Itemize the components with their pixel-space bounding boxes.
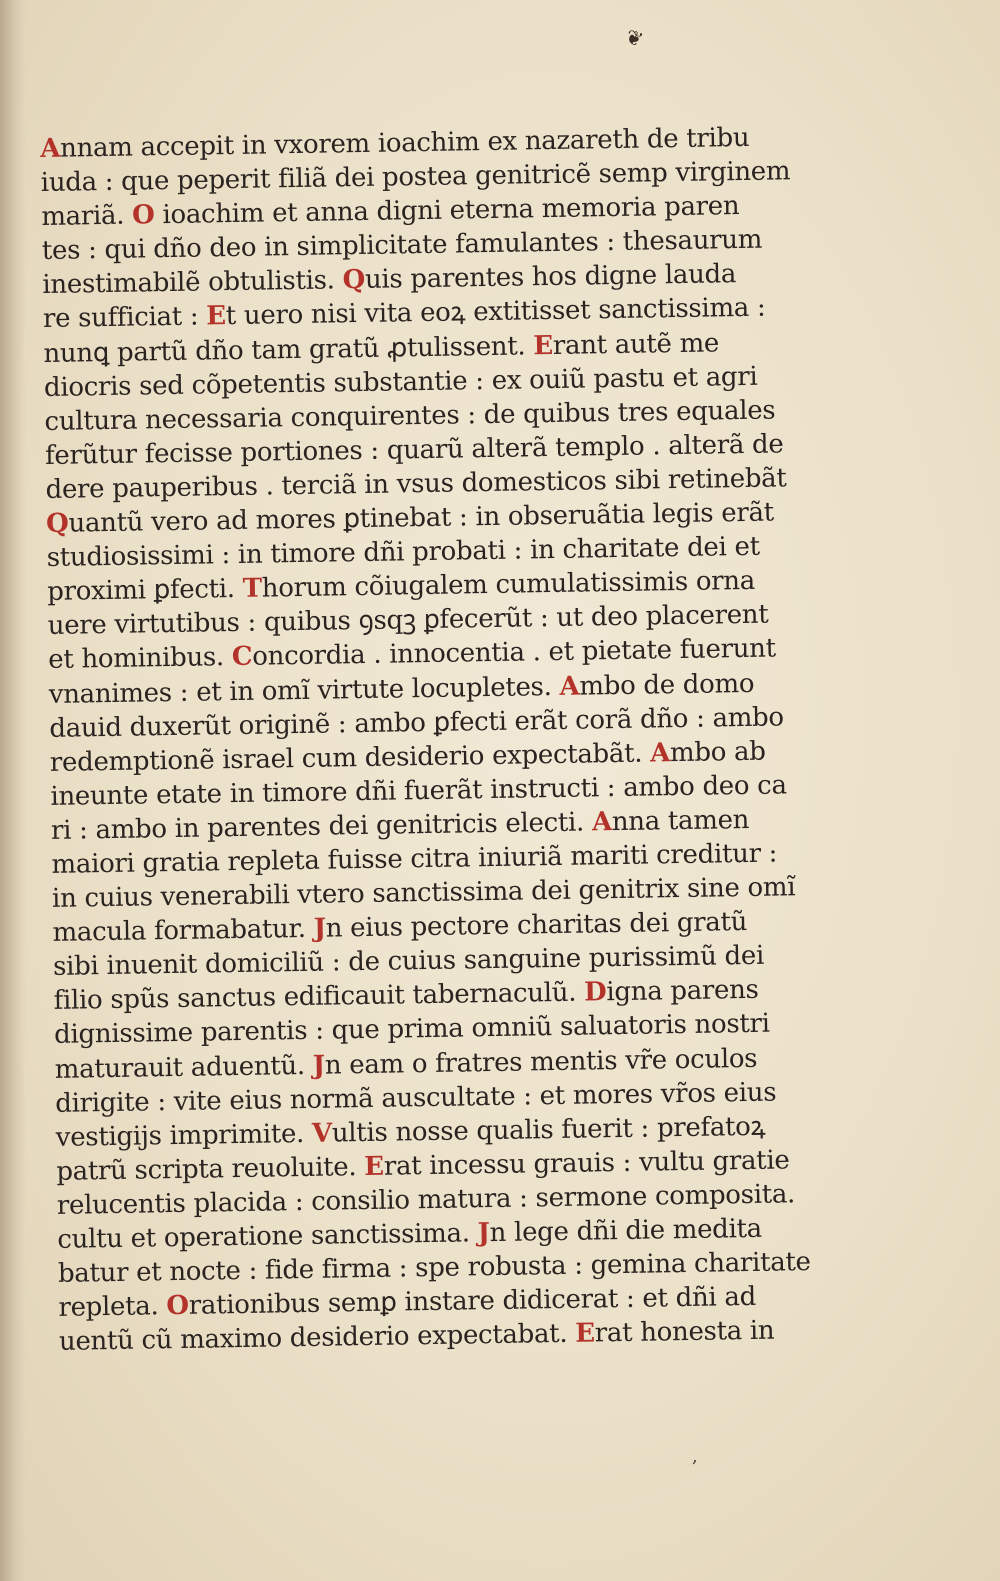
line-text: igna parens (606, 975, 759, 1008)
line-text: proximi ꝑfecti. (46, 574, 243, 608)
line-text: iuda : que peperit filiã dei postea genitricẽ semp virginem (40, 156, 791, 199)
line-text: cultura necessaria conquirentes : de quibus tres equales (44, 395, 776, 437)
bottom-mark: , (692, 1446, 698, 1467)
line-text: uentũ cũ maximo desiderio expectabat. (58, 1319, 576, 1358)
line-text: batur et nocte : fide firma : spe robusta : gemina charitate (57, 1247, 811, 1289)
top-ornament-icon: ❦ (622, 23, 647, 53)
line-text: dignissime parentis : que prima omniũ saluatoris nostri (53, 1009, 770, 1051)
text-block (40, 120, 849, 1360)
line-text: ultis nosse qualis fuerit : prefatoꝝ (331, 1111, 766, 1149)
rubricated-initial: J (477, 1218, 490, 1249)
line-text: dauid duxerũt originẽ : ambo ꝑfecti erãt corã dño : ambo (49, 701, 784, 744)
page-gutter (0, 0, 26, 1581)
line-text: dere pauperibus . terciã in vsus domesticos sibi retinebãt (45, 463, 787, 505)
rubricated-initial: E (533, 330, 554, 361)
rubricated-initial: J (312, 1050, 326, 1081)
line-text: dirigite : vite eius normã auscultate : et mores vr̃os eius (55, 1077, 777, 1119)
line-text: rat incessu grauis : vultu gratie (383, 1145, 790, 1182)
line-text: rant autẽ me (552, 327, 720, 361)
line-text: tes : qui dño deo in simplicitate famulantes : thesaurum (41, 224, 763, 267)
line-text: maiori gratia repleta fuisse citra iniuriã mariti creditur : (51, 838, 778, 880)
line-text: redemptionẽ israel cum desiderio expectabãt. (49, 738, 651, 778)
line-text: vestigijs imprimite. (55, 1118, 313, 1153)
line-text: studiosissimi : in timore dñi probati : in charitate dei et (46, 531, 760, 574)
line-text: mbo ab (669, 736, 766, 768)
line-text: inestimabilẽ obtulistis. (42, 265, 343, 301)
rubricated-initial: O (166, 1290, 190, 1322)
line-text: nunꝗ partũ dño tam gratũ ꝓtulissent. (43, 330, 534, 369)
line-text: ferũtur fecisse portiones : quarũ alterã templo . alterã de (44, 429, 784, 471)
line-text: relucentis placida : consilio matura : sermone composita. (56, 1179, 796, 1221)
line-text: macula formabatur. (52, 913, 314, 949)
line-text: uere virtutibus : quibus ꝯsqꝫ ꝑfecerũt : ut deo placerent (47, 599, 769, 642)
line-text: re sufficiat : (42, 301, 207, 335)
line-text: oncordia . innocentia . et pietate fuerunt (252, 633, 776, 673)
rubricated-initial: E (206, 301, 227, 332)
line-text: n lege dñi die medita (489, 1213, 763, 1249)
line-text: mariã. (41, 200, 133, 233)
line-text: n eam o fratres mentis vr̃e oculos (324, 1043, 758, 1081)
line-text: sibi inuenit domiciliũ : de cuius sanguine purissimũ dei (52, 940, 765, 983)
line-text: uantũ vero ad mores ꝑtinebat : in obseruãtia legis erãt (68, 497, 775, 539)
line-text: in cuius venerabili vtero sanctissima dei genitrix sine omĩ (51, 872, 796, 914)
line-text: nnam accepit in vxorem ioachim ex nazareth de tribu (59, 122, 750, 164)
line-text: n eius pectore charitas dei gratũ (325, 907, 748, 944)
line-text: cultu et operatione sanctissima. (57, 1218, 478, 1255)
rubricated-initial: E (364, 1151, 385, 1182)
rubricated-initial: J (313, 913, 326, 944)
line-text: ineunte etate in timore dñi fuerãt instructi : ambo deo ca (50, 770, 787, 812)
rubricated-initial: C (231, 642, 253, 673)
rubricated-initial: A (591, 806, 613, 838)
rubricated-initial: Q (45, 508, 69, 539)
line-text: ioachim et anna digni eterna memoria paren (154, 191, 740, 231)
rubricated-initial: V (311, 1118, 333, 1149)
line-text: filio spũs sanctus edificauit tabernaculũ. (53, 977, 585, 1017)
rubricated-initial: A (40, 133, 61, 164)
line-text: maturauit aduentũ. (54, 1050, 314, 1085)
line-text: repleta. (58, 1291, 167, 1324)
line-text: patrũ scripta reuoluite. (56, 1151, 365, 1187)
rubricated-initial: O (131, 200, 155, 231)
line-text: rationibus semꝑ instare didicerat : et dñi ad (188, 1282, 757, 1321)
line-text: et hominibus. (48, 642, 233, 676)
line-text: ri : ambo in parentes dei genitricis electi. (50, 807, 593, 846)
rubricated-initial: D (583, 977, 607, 1008)
line-text: uis parentes hos digne lauda (364, 259, 737, 296)
rubricated-initial: A (649, 737, 671, 769)
line-text: t uero nisi vita eoꝝ extitisset sanctissima : (225, 293, 766, 332)
rubricated-initial: E (575, 1318, 596, 1350)
line-text: horum cõiugalem cumulatissimis orna (261, 566, 756, 604)
rubricated-initial: Q (342, 265, 366, 296)
rubricated-initial: T (242, 573, 263, 605)
line-text: diocris sed cõpetentis substantie : ex ouiũ pastu et agri (43, 361, 758, 403)
rubricated-initial: A (559, 671, 580, 702)
line-text: nna tamen (611, 804, 750, 837)
line-text: rat honesta in (594, 1315, 775, 1349)
line-text: mbo de domo (579, 668, 755, 702)
line-text: vnanimes : et in omĩ virtute locupletes. (48, 671, 560, 710)
